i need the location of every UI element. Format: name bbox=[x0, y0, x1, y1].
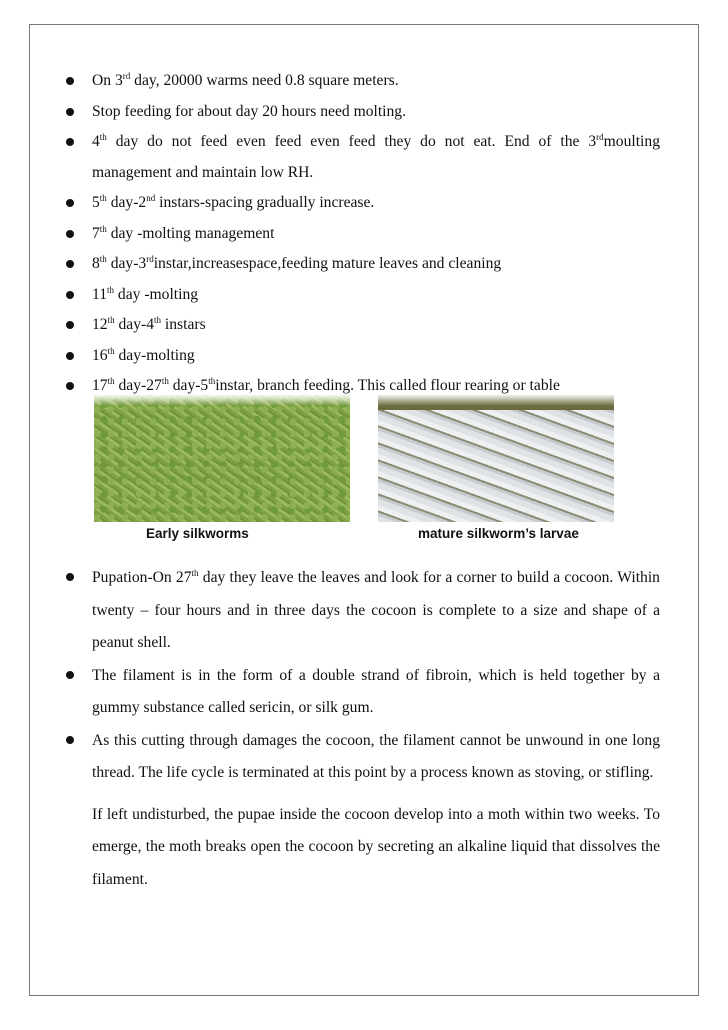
cocoon-section bbox=[66, 562, 660, 896]
list-item: 5th day-2nd instars-spacing gradually increase. bbox=[66, 188, 660, 219]
list-item: 11th day -molting bbox=[66, 280, 660, 311]
list-item: 12th day-4th instars bbox=[66, 310, 660, 341]
list-item: 8th day-3rdinstar,increasespace,feeding mature leaves and cleaning bbox=[66, 249, 660, 280]
list-item: 7th day -molting management bbox=[66, 219, 660, 250]
closing-paragraph: If left undisturbed, the pupae inside the cocoon develop into a moth within two weeks. To emerge, the moth breaks open the cocoon by secreting an alkaline liquid that dissolves the filament. bbox=[92, 805, 660, 888]
bullet-list bbox=[66, 562, 660, 790]
list-item: The filament is in the form of a double strand of fibroin, which is held together by a gummy substance called sericin, or silk gum. bbox=[66, 660, 660, 725]
list-item: Pupation-On 27th day they leave the leaves and look for a corner to build a cocoon. Within twenty – four hours and in three days the cocoon is complete to a size and shape of a peanut shell. bbox=[66, 562, 660, 660]
list-item: Stop feeding for about day 20 hours need molting. bbox=[66, 97, 660, 128]
list-item: On 3rd day, 20000 warms need 0.8 square meters. bbox=[66, 66, 660, 97]
list-item: 16th day-molting bbox=[66, 341, 660, 372]
mature-larvae-photo bbox=[378, 394, 614, 522]
right-caption: mature silkworm’s larvae bbox=[418, 526, 579, 541]
left-caption: Early silkworms bbox=[146, 526, 249, 541]
list-item: As this cutting through damages the cocoon, the filament cannot be unwound in one long thread. The life cycle is terminated at this point by a process known as stoving, or stifling. bbox=[66, 725, 660, 790]
list-item: 4th day do not feed even feed even feed they do not eat. End of the 3rdmoulting management and maintain low RH. bbox=[66, 127, 660, 188]
list-item: 17th day-27th day-5thinstar, branch feeding. This called flour rearing or table bbox=[66, 371, 660, 402]
rearing-schedule bbox=[66, 66, 660, 402]
bullet-list bbox=[66, 66, 660, 402]
figure-row bbox=[94, 394, 614, 544]
early-silkworms-photo bbox=[94, 394, 350, 522]
